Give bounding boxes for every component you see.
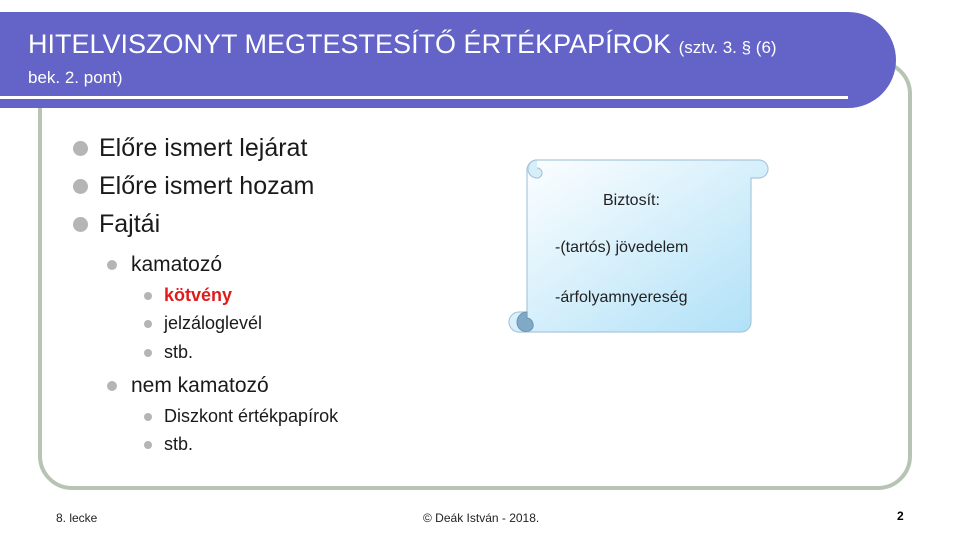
bullet-dot [73,217,88,232]
bullet-dot [73,179,88,194]
bullet-fajtai [73,210,160,239]
bullet-dot [73,141,88,156]
bullet-dot [107,260,117,270]
bullet-text: kamatozó [131,253,223,276]
scroll-heading: Biztosít: [603,192,660,209]
footer-left: 8. lecke [56,511,98,525]
bullet-text: kötvény [164,285,233,305]
bullet-lejarat [73,134,307,163]
bullet-dot [144,441,152,449]
bullet-text: Előre ismert lejárat [99,134,308,162]
bullet-stb-1 [144,342,193,363]
title-line2: bek. 2. pont) [28,68,123,87]
slide-title [28,26,888,90]
scroll-callout [507,150,775,343]
bullet-diszkont [144,406,338,427]
bullet-jelzalog [144,313,262,334]
bullet-dot [144,413,152,421]
bullet-dot [144,292,152,300]
bullet-dot [144,349,152,357]
title-underline [0,96,848,99]
bullet-dot [144,320,152,328]
bullet-dot [107,381,117,391]
bullet-kamatozo [107,253,222,277]
scroll-line-1: -(tartós) jövedelem [555,239,689,256]
bullet-text: stb. [164,342,194,362]
title-ref: (sztv. 3. § (6) [678,38,777,57]
bullet-nem-kamatozo [107,374,269,398]
bullet-stb-2 [144,434,193,455]
bullet-kotveny [144,285,232,306]
page-number: 2 [897,509,904,523]
bullet-text: Diszkont értékpapírok [164,406,339,426]
bullet-text: Fajtái [99,210,161,238]
bullet-text: jelzáloglevél [164,313,263,333]
bullet-text: Előre ismert hozam [99,172,315,200]
bullet-hozam [73,172,314,201]
footer-center: © Deák István - 2018. [423,511,540,525]
scroll-line-2: -árfolyamnyereség [555,289,688,306]
bullet-text: stb. [164,434,194,454]
title-main: HITELVISZONYT MEGTESTESÍTŐ ÉRTÉKPAPÍROK [28,29,672,59]
bullet-text: nem kamatozó [131,374,269,397]
